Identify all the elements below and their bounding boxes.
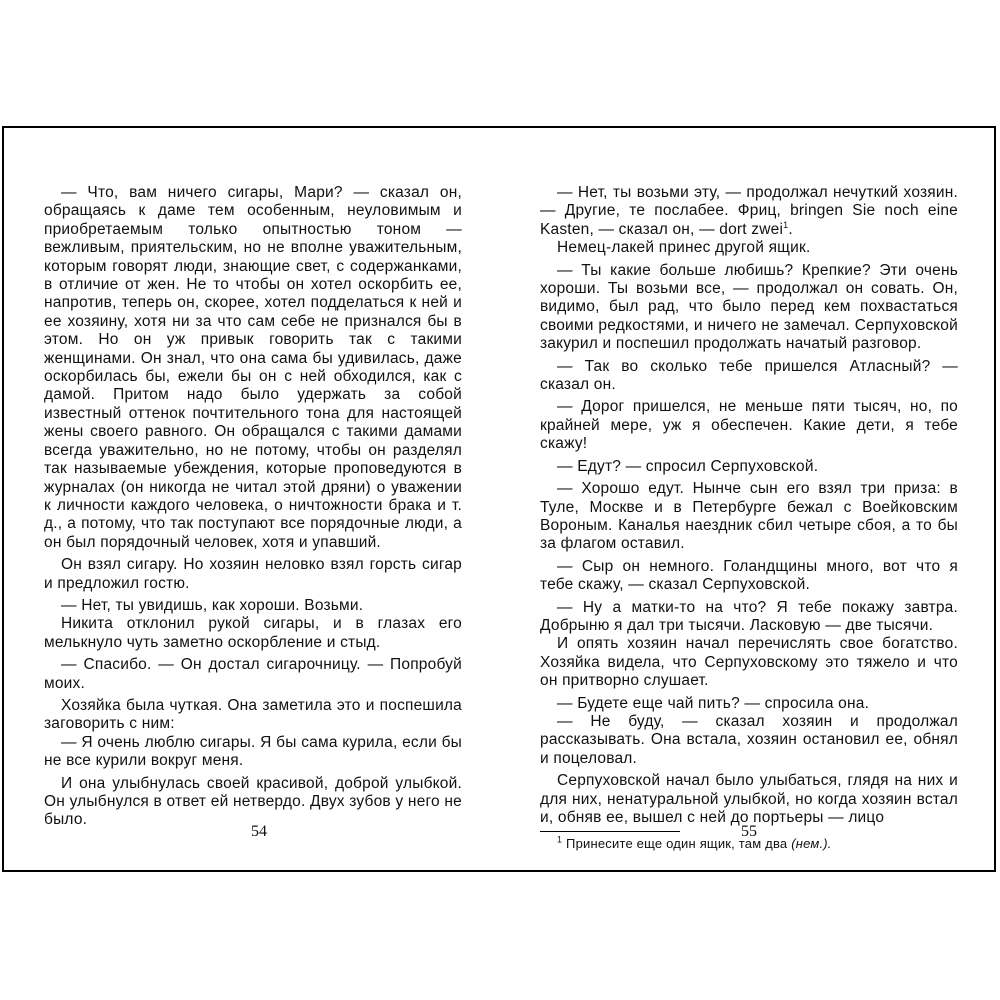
paragraph: — Нет, ты возьми эту, — продолжал нечуткий хозяин. — Другие, те послабее. Фриц, bringen Sie noch eine Kasten, — сказал он, — dort zwei$^1$.	[540, 184, 958, 238]
book-spread	[2, 126, 996, 872]
footnote-language: (нем.).	[791, 836, 832, 852]
paragraph: — Я очень люблю сигары. Я бы сама курила, если бы не все курили вокруг меня.	[44, 733, 462, 770]
paragraph: — Что, вам ничего сигары, Мари? — сказал он, обращаясь к даме тем особенным, неуловимым и приобретаемым только опытностью тоном — вежливым, приятельским, но не вполне уважительным, которым говорят люди, знающие свет, с содержанками, в отличие от жен. Не то чтобы он хотел оскорбить ее, напротив, теперь он, скорее, хотел подделаться к ней и ее хозяину, хотя ни за что сам себе не признался бы в этом. Но он уж привык говорить так с такими женщинами. Он знал, что она сама бы удивилась, даже оскорбилась бы, ежели бы он с ней обходился, как с дамой. Притом надо было удержать за собой известный оттенок почтительного тона для настоящей жены своего равного. Он обращался с такими дамами всегда уважительно, но не потому, чтобы он разделял так называемые убеждения, которые проповедуются в журналах (он никогда не читал этой дряни) о уважении к личности каждого человека, о ничтожности брака и т. д., а потому, что так поступают все порядочные люди, а он был порядочный человек, хотя и упавший.	[44, 184, 462, 551]
paragraph: И опять хозяин начал перечислять свое богатство. Хозяйка видела, что Серпуховскому это тяжело и что он притворно слушает.	[540, 635, 958, 690]
page-number: 55	[741, 823, 757, 840]
paragraph: Немец-лакей принес другой ящик.	[557, 239, 811, 257]
paragraph: Никита отклонил рукой сигары, и в глазах его мелькнуло чуть заметно оскорбление и стыд.	[44, 615, 462, 651]
paragraph: — Ну а матки-то на что? Я тебе покажу завтра. Добрыню я дал три тысячи. Ласковую — две тысячи.	[540, 598, 958, 634]
paragraph: — Ты какие больше любишь? Крепкие? Эти очень хороши. Ты возьми все, — продолжал он совать. Он, видимо, был рад, что было перед кем похвастаться своими редкостями, и ничего не замечал. Серпуховской закурил и поспешил продолжать начатый разговор.	[540, 261, 958, 353]
page-number: 54	[251, 823, 267, 840]
footnote-ref: 1	[783, 219, 789, 230]
paragraph: — Не буду, — сказал хозяин и продолжал рассказывать. Она встала, хозяин остановил ее, обнял и поцеловал.	[540, 712, 958, 767]
paragraph-text: — Нет, ты возьми эту, — продолжал нечуткий хозяин. — Другие, те послабее. Фриц, bringen Sie noch eine Kasten, — сказал он, — dort zwei	[540, 184, 958, 238]
footnote-text: Принесите еще один ящик, там два	[566, 836, 788, 852]
paragraph: — Так во сколько тебе пришелся Атласный? — сказал он.	[540, 357, 958, 394]
paragraph: — Будете еще чай пить? — спросила она.	[557, 694, 870, 712]
paragraph: — Сыр он немного. Голандщины много, вот что я тебе скажу, — сказал Серпуховской.	[540, 557, 958, 594]
paragraph: — Хорошо едут. Нынче сын его взял три приза: в Туле, Москве и в Петербурге бежал с Воейковским Вороным. Каналья наездник сбил четыре сбоя, а то бы за флагом оставил.	[540, 480, 958, 553]
page-54-text	[44, 184, 462, 830]
footnote-marker: 1	[557, 835, 563, 846]
paragraph: Он взял сигару. Но хозяин неловко взял горсть сигар и предложил гостю.	[44, 556, 462, 592]
paragraph: — Дорог пришелся, не меньше пяти тысяч, но, по крайней мере, уж я обеспечен. Какие дети, я тебе скажу!	[540, 398, 958, 453]
paragraph: Хозяйка была чуткая. Она заметила это и поспешила заговорить с ним:	[44, 696, 462, 733]
paragraph: — Нет, ты увидишь, как хороши. Возьми.	[61, 596, 364, 614]
paragraph: Серпуховской начал было улыбаться, глядя на них и для них, ненатуральной улыбкой, но когда хозяин встал и, обняв ее, вышел с ней до портьеры — лицо	[540, 772, 958, 826]
paragraph: И она улыбнулась своей красивой, доброй улыбкой. Он улыбнулся в ответ ей нетвердо. Двух зубов у него не было.	[44, 774, 462, 829]
paragraph: — Спасибо. — Он достал сигарочницу. — Попробуй моих.	[44, 656, 462, 692]
footnote-divider	[540, 831, 680, 832]
page-55-text	[540, 184, 958, 852]
paragraph: — Едут? — спросил Серпуховской.	[557, 457, 819, 475]
